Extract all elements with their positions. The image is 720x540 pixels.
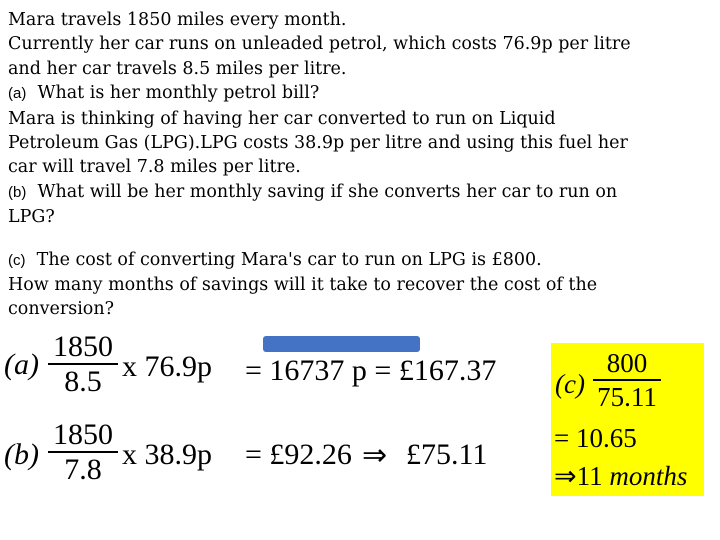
solution-c-denominator: 75.11 (597, 382, 657, 412)
part-c-question (8, 248, 713, 273)
question-line: Mara is thinking of having her car converted to run on Liquid (8, 108, 556, 129)
solution-a-fraction (48, 330, 118, 398)
solution-c-fraction (593, 347, 661, 413)
solution-c-answer-number: 11 (576, 461, 603, 491)
question-line: car will travel 7.8 miles per litre. (8, 157, 301, 178)
part-c-text: The cost of converting Mara's car to run on LPG is £800. (36, 249, 542, 270)
solution-c-numerator: 800 (606, 348, 648, 378)
part-c-label: (c) (8, 251, 26, 269)
solution-a-numerator: 1850 (53, 330, 113, 363)
solution-b-numerator: 1850 (53, 418, 113, 451)
question-line: LPG? (8, 207, 55, 228)
solution-a-label: (a) (4, 348, 39, 381)
solution-a-multiplier: x 76.9p (122, 350, 212, 383)
part-a-text: What is her monthly petrol bill? (37, 83, 320, 104)
part-b-text: What will be her monthly saving if she converts her car to run on (37, 181, 618, 202)
solution-a-result: = 16737 p = £167.37 (245, 354, 497, 387)
implies-arrow-icon: ⇒ (554, 461, 577, 491)
implies-arrow-icon: ⇒ (362, 439, 388, 472)
solution-b-multiplier: x 38.9p (122, 438, 212, 471)
part-a-question (8, 81, 713, 106)
solution-a-denominator: 8.5 (64, 365, 102, 398)
question-text (8, 8, 713, 322)
solution-b-saving: £75.11 (406, 438, 488, 471)
solution-b-result: = £92.26 (245, 438, 352, 471)
question-line: conversion? (8, 299, 114, 320)
part-b-label: (b) (8, 183, 27, 201)
solution-c-result: = 10.65 (554, 423, 637, 453)
question-line: Currently her car runs on unleaded petrol, which costs 76.9p per litre (8, 34, 631, 55)
solution-c-answer-unit: months (609, 461, 688, 491)
question-line: Mara travels 1850 miles every month. (8, 10, 347, 30)
question-line: How many months of savings will it take to recover the cost of the (8, 275, 598, 296)
cover-bar (263, 336, 420, 352)
question-line: Petroleum Gas (LPG).LPG costs 38.9p per litre and using this fuel her (8, 133, 628, 154)
solution-b-denominator: 7.8 (64, 453, 102, 486)
question-line: and her car travels 8.5 miles per litre. (8, 58, 347, 79)
solution-b-label: (b) (4, 438, 39, 471)
solution-b-fraction (48, 418, 118, 486)
solution-c-answer (554, 461, 687, 492)
part-a-label: (a) (8, 85, 27, 103)
solution-c-panel (551, 343, 704, 496)
solution-c-label: (c) (555, 369, 585, 399)
part-b-question (8, 180, 713, 205)
